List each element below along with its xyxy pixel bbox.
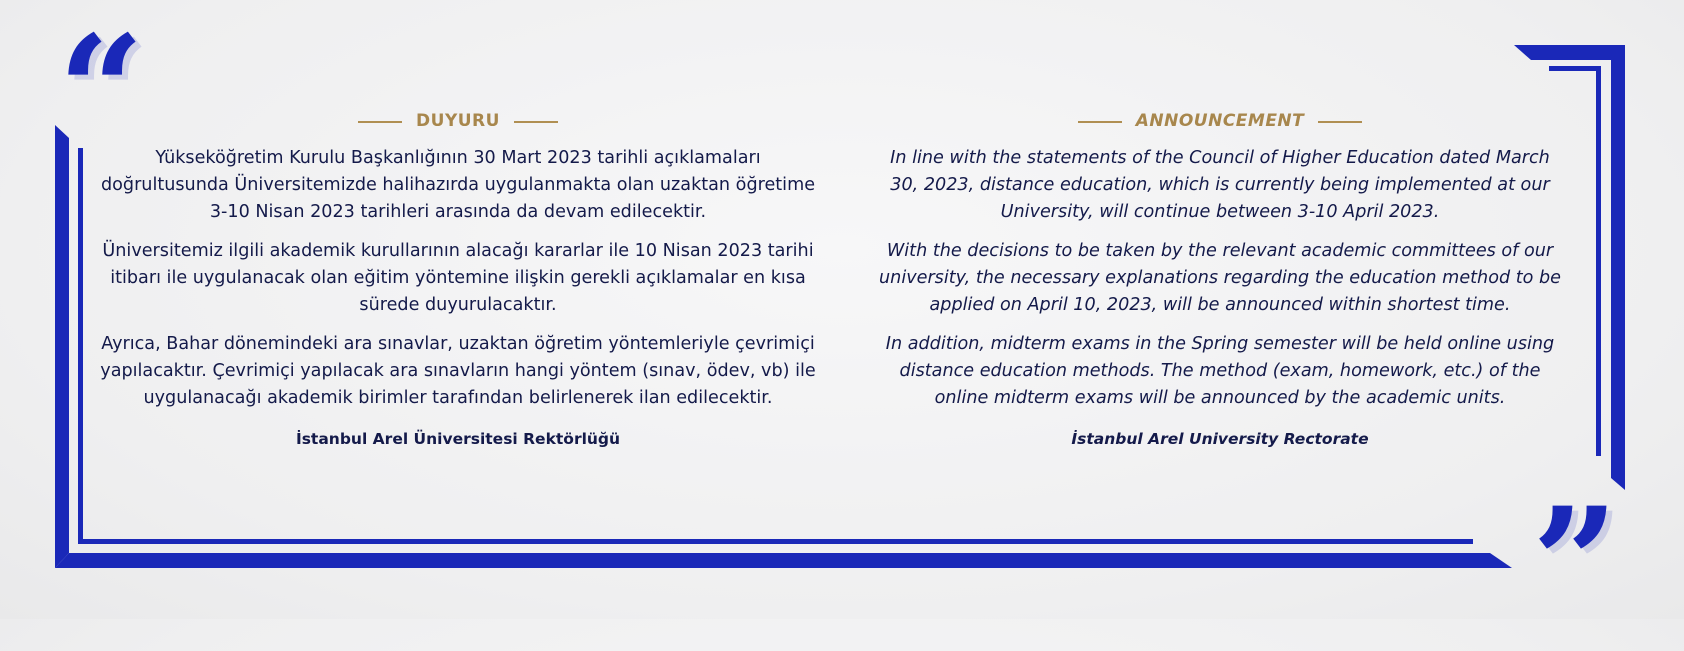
heading-rule-left [1078, 121, 1122, 123]
signature: İstanbul Arel Üniversitesi Rektörlüğü [295, 430, 621, 448]
heading-rule-right [514, 121, 558, 123]
paragraph-2: With the decisions to be taken by the relevant academic committees of our university, the necessary explanations regarding the education method to be applied on April 10, 2023, will be announced within shortest time. [879, 241, 1561, 315]
heading-rule-right [1318, 121, 1362, 123]
paragraph-1: Yükseköğretim Kurulu Başkanlığının 30 Mart 2023 tarihli açıklamaları doğrultusunda Üniversitemizde halihazırda uygulanmakta olan uzaktan öğretime 3-10 Nisan 2023 tarihleri arasında da devam edilecektir. [100, 148, 816, 222]
frame-outer-bottom [55, 553, 1512, 568]
frame-outer-right [1611, 45, 1625, 490]
signature: İstanbul Arel University Rectorate [1071, 430, 1369, 448]
paragraph-2: Üniversitemiz ilgili akademik kurullarının alacağı kararlar ile 10 Nisan 2023 tarihi itibarı ile uygulanacak olan eğitim yöntemine ilişkin gerekli açıklamalar en kısa sürede duyurulacaktır. [102, 241, 814, 315]
heading-title: ANNOUNCEMENT [1135, 111, 1305, 131]
frame-inner-bottom [78, 539, 1473, 544]
heading-title: DUYURU [416, 111, 500, 131]
frame-outer-top [1514, 45, 1625, 60]
opening-quote-mark-icon: “ [58, 3, 145, 179]
closing-quote-mark-icon: ” [1532, 475, 1619, 651]
heading-english [875, 108, 1565, 135]
heading-turkish [98, 108, 818, 135]
announcement-english [875, 108, 1565, 453]
frame-inner-right [1596, 66, 1601, 456]
paragraph-3: Ayrıca, Bahar dönemindeki ara sınavlar, uzaktan öğretim yöntemleriyle çevrimiçi yapılacaktır. Çevrimiçi yapılacak ara sınavların hangi yöntem (sınav, ödev, vb) ile uygulanacağı akademik birimler tarafından belirlenerek ilan edilecektir. [100, 334, 816, 408]
paragraph-1: In line with the statements of the Council of Higher Education dated March 30, 2023, distance education, which is currently being implemented at our University, will continue between 3-10 April 2023. [890, 148, 1550, 222]
frame-inner-left [78, 148, 83, 542]
frame-inner-top [1549, 66, 1601, 71]
announcement-turkish [98, 108, 818, 453]
paragraph-3: In addition, midterm exams in the Spring semester will be held online using distance education methods. The method (exam, homework, etc.) of the online midterm exams will be announced by the academic units. [885, 334, 1555, 408]
heading-rule-left [358, 121, 402, 123]
frame-outer-left [55, 125, 69, 568]
